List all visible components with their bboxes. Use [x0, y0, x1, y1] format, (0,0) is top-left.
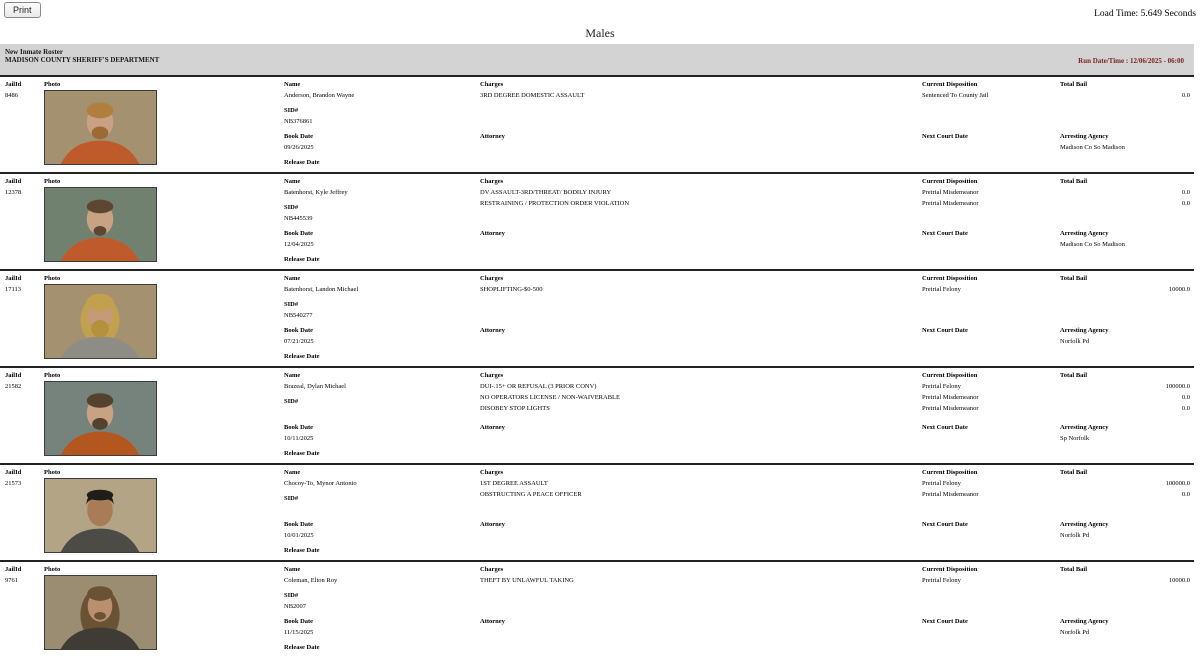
book-date-value: 11/15/2025 — [284, 629, 314, 636]
name-value: Anderson, Brandon Wayne — [284, 92, 355, 99]
charge-line — [480, 586, 916, 597]
jailid-value: 21582 — [5, 383, 22, 390]
charge-line: THEFT BY UNLAWFUL TAKING — [480, 577, 574, 584]
next-court-date-label: Next Court Date — [922, 133, 968, 140]
jailid-label: JailId — [5, 566, 22, 573]
arresting-agency-value: Norfolk Pd — [1060, 629, 1090, 636]
bail-amount: 0.0 — [1181, 405, 1190, 412]
charge-line: SHOPLIFTING-$0-500 — [480, 286, 543, 293]
bail-amount — [1060, 112, 1194, 123]
book-date-label: Book Date — [284, 618, 314, 625]
next-court-date-label: Next Court Date — [922, 230, 968, 237]
sid-value — [284, 504, 474, 515]
current-disposition-label: Current Disposition — [922, 275, 978, 282]
attorney-label: Attorney — [480, 133, 505, 140]
table-row — [0, 560, 1194, 657]
charge-line: DV ASSAULT-3RD/THREAT/ BODILY INJURY — [480, 189, 612, 196]
mugshot-photo — [44, 575, 157, 650]
book-date-value: 12/04/2025 — [284, 241, 314, 248]
book-date-label: Book Date — [284, 327, 314, 334]
roster-title: New Inmate Roster — [5, 48, 63, 56]
charge-line — [480, 500, 916, 511]
arresting-agency-value: Norfolk Pd — [1060, 338, 1090, 345]
bail-amount — [1060, 295, 1194, 306]
book-date-value: 09/26/2025 — [284, 144, 314, 151]
bail-amount: 0.0 — [1181, 92, 1190, 99]
bail-amount — [1060, 500, 1194, 511]
charges-label: Charges — [480, 178, 504, 185]
name-value: Batenhorst, Landon Michael — [284, 286, 359, 293]
charge-line — [480, 101, 916, 112]
jailid-label: JailId — [5, 178, 22, 185]
sid-label: SID# — [284, 301, 299, 308]
sid-value — [284, 407, 474, 418]
charge-line: RESTRAINING / PROTECTION ORDER VIOLATION — [480, 200, 630, 207]
charge-line — [480, 209, 916, 220]
disposition-line: Pretrial Felony — [922, 286, 961, 293]
charges-label: Charges — [480, 275, 504, 282]
current-disposition-label: Current Disposition — [922, 566, 978, 573]
name-value: Batenhorst, Kyle Jeffrey — [284, 189, 348, 196]
disposition-line — [922, 295, 1058, 306]
photo-label: Photo — [44, 566, 61, 573]
disposition-line — [922, 101, 1058, 112]
next-court-date-label: Next Court Date — [922, 521, 968, 528]
current-disposition-label: Current Disposition — [922, 81, 978, 88]
charge-line: OBSTRUCTING A PEACE OFFICER — [480, 491, 582, 498]
header-left — [5, 49, 159, 64]
department-header-band — [0, 44, 1194, 75]
table-row — [0, 269, 1194, 366]
total-bail-label: Total Bail — [1060, 566, 1088, 573]
attorney-label: Attorney — [480, 521, 505, 528]
next-court-date-label: Next Court Date — [922, 618, 968, 625]
bail-amount: 0.0 — [1181, 189, 1190, 196]
photo-label: Photo — [44, 178, 61, 185]
jailid-value: 9761 — [5, 577, 18, 584]
book-date-value: 10/01/2025 — [284, 532, 314, 539]
charges-label: Charges — [480, 81, 504, 88]
sid-label: SID# — [284, 107, 299, 114]
release-date-label: Release Date — [284, 547, 320, 554]
disposition-line: Sentenced To County Jail — [922, 92, 989, 99]
next-court-date-label: Next Court Date — [922, 327, 968, 334]
sid-value: NB540277 — [284, 312, 313, 319]
charge-line: NO OPERATORS LICENSE / NON-WAIVERABLE — [480, 394, 620, 401]
jailid-value: 8486 — [5, 92, 18, 99]
mugshot-photo — [44, 90, 157, 165]
disposition-line — [922, 586, 1058, 597]
total-bail-label: Total Bail — [1060, 275, 1088, 282]
charge-line: 1ST DEGREE ASSAULT — [480, 480, 548, 487]
bail-amount: 100000.0 — [1165, 383, 1190, 390]
jailid-value: 17113 — [5, 286, 22, 293]
photo-label: Photo — [44, 275, 61, 282]
photo-label: Photo — [44, 469, 61, 476]
current-disposition-label: Current Disposition — [922, 178, 978, 185]
release-date-label: Release Date — [284, 450, 320, 457]
current-disposition-label: Current Disposition — [922, 469, 978, 476]
disposition-line: Pretrial Misdemeanor — [922, 405, 979, 412]
jailid-value: 12378 — [5, 189, 22, 196]
load-time-text: Load Time: 5.649 Seconds — [1094, 9, 1196, 19]
name-label: Name — [284, 178, 301, 185]
bail-amount: 0.0 — [1181, 200, 1190, 207]
arresting-agency-label: Arresting Agency — [1060, 230, 1109, 237]
charges-label: Charges — [480, 372, 504, 379]
sid-value: NB445539 — [284, 215, 313, 222]
name-label: Name — [284, 275, 301, 282]
department-name: MADISON COUNTY SHERIFF'S DEPARTMENT — [5, 55, 160, 64]
arresting-agency-value: Madison Co So Madison — [1060, 144, 1125, 151]
arresting-agency-label: Arresting Agency — [1060, 521, 1109, 528]
disposition-line: Pretrial Misdemeanor — [922, 394, 979, 401]
attorney-label: Attorney — [480, 230, 505, 237]
release-date-label: Release Date — [284, 644, 320, 651]
bail-amount — [1060, 101, 1194, 112]
total-bail-label: Total Bail — [1060, 372, 1088, 379]
attorney-label: Attorney — [480, 327, 505, 334]
top-bar — [0, 0, 1200, 44]
release-date-label: Release Date — [284, 256, 320, 263]
bail-amount: 10000.0 — [1168, 286, 1190, 293]
mugshot-photo — [44, 478, 157, 553]
jailid-label: JailId — [5, 81, 22, 88]
sid-value: NB376861 — [284, 118, 313, 125]
disposition-line: Pretrial Felony — [922, 480, 961, 487]
attorney-label: Attorney — [480, 618, 505, 625]
table-row — [0, 75, 1194, 172]
name-label: Name — [284, 566, 301, 573]
name-label: Name — [284, 81, 301, 88]
bail-amount — [1060, 209, 1194, 220]
arresting-agency-label: Arresting Agency — [1060, 424, 1109, 431]
arresting-agency-label: Arresting Agency — [1060, 327, 1109, 334]
name-label: Name — [284, 469, 301, 476]
bail-amount: 0.0 — [1181, 394, 1190, 401]
charge-line — [480, 112, 916, 123]
disposition-line: Pretrial Misdemeanor — [922, 189, 979, 196]
sid-label: SID# — [284, 204, 299, 211]
charge-line: DISOBEY STOP LIGHTS — [480, 405, 550, 412]
bail-amount — [1060, 306, 1194, 317]
page-title: Males — [585, 26, 615, 40]
arresting-agency-value: Sp Norfolk — [1060, 435, 1090, 442]
total-bail-label: Total Bail — [1060, 469, 1088, 476]
charges-label: Charges — [480, 469, 504, 476]
print-button[interactable]: Print — [4, 2, 41, 18]
jailid-label: JailId — [5, 469, 22, 476]
release-date-label: Release Date — [284, 353, 320, 360]
arresting-agency-value: Madison Co So Madison — [1060, 241, 1125, 248]
sid-label: SID# — [284, 592, 299, 599]
charge-line — [480, 306, 916, 317]
current-disposition-label: Current Disposition — [922, 372, 978, 379]
bail-amount — [1060, 597, 1194, 608]
jailid-label: JailId — [5, 372, 22, 379]
book-date-value: 10/11/2025 — [284, 435, 314, 442]
arresting-agency-label: Arresting Agency — [1060, 133, 1109, 140]
jailid-value: 21573 — [5, 480, 22, 487]
arresting-agency-value: Norfolk Pd — [1060, 532, 1090, 539]
mugshot-photo — [44, 381, 157, 456]
disposition-line — [922, 306, 1058, 317]
next-court-date-label: Next Court Date — [922, 424, 968, 431]
book-date-label: Book Date — [284, 133, 314, 140]
disposition-line: Pretrial Felony — [922, 577, 961, 584]
run-datetime: Run Date/Time : 12/06/2025 - 06:00 — [1078, 57, 1184, 65]
arresting-agency-label: Arresting Agency — [1060, 618, 1109, 625]
disposition-line — [922, 597, 1058, 608]
inmate-roster-table — [0, 75, 1194, 657]
disposition-line — [922, 500, 1058, 511]
release-date-label: Release Date — [284, 159, 320, 166]
book-date-value: 07/21/2025 — [284, 338, 314, 345]
disposition-line — [922, 112, 1058, 123]
sid-label: SID# — [284, 495, 299, 502]
table-row — [0, 366, 1194, 463]
bail-amount: 0.0 — [1181, 491, 1190, 498]
disposition-line: Pretrial Misdemeanor — [922, 200, 979, 207]
name-value: Coleman, Elton Roy — [284, 577, 338, 584]
table-row — [0, 172, 1194, 269]
charge-line: 3RD DEGREE DOMESTIC ASSAULT — [480, 92, 585, 99]
photo-label: Photo — [44, 372, 61, 379]
bail-amount: 100000.0 — [1165, 480, 1190, 487]
disposition-line — [922, 209, 1058, 220]
charge-line — [480, 597, 916, 608]
charges-label: Charges — [480, 566, 504, 573]
sid-label: SID# — [284, 398, 299, 405]
release-date-value — [284, 653, 474, 664]
mugshot-photo — [44, 187, 157, 262]
book-date-label: Book Date — [284, 521, 314, 528]
charge-line: DUI-.15+ OR REFUSAL (3 PRIOR CONV) — [480, 383, 597, 390]
bail-amount — [1060, 586, 1194, 597]
mugshot-photo — [44, 284, 157, 359]
jailid-label: JailId — [5, 275, 22, 282]
disposition-line: Pretrial Misdemeanor — [922, 491, 979, 498]
bail-amount: 10000.0 — [1168, 577, 1190, 584]
charge-line — [480, 295, 916, 306]
name-value: Chocoy-To, Mynor Antonio — [284, 480, 357, 487]
photo-label: Photo — [44, 81, 61, 88]
sid-value: NB2007 — [284, 603, 307, 610]
attorney-label: Attorney — [480, 424, 505, 431]
table-row — [0, 463, 1194, 560]
name-value: Brazeal, Dylan Michael — [284, 383, 346, 390]
total-bail-label: Total Bail — [1060, 81, 1088, 88]
total-bail-label: Total Bail — [1060, 178, 1088, 185]
disposition-line: Pretrial Felony — [922, 383, 961, 390]
book-date-label: Book Date — [284, 230, 314, 237]
book-date-label: Book Date — [284, 424, 314, 431]
name-label: Name — [284, 372, 301, 379]
